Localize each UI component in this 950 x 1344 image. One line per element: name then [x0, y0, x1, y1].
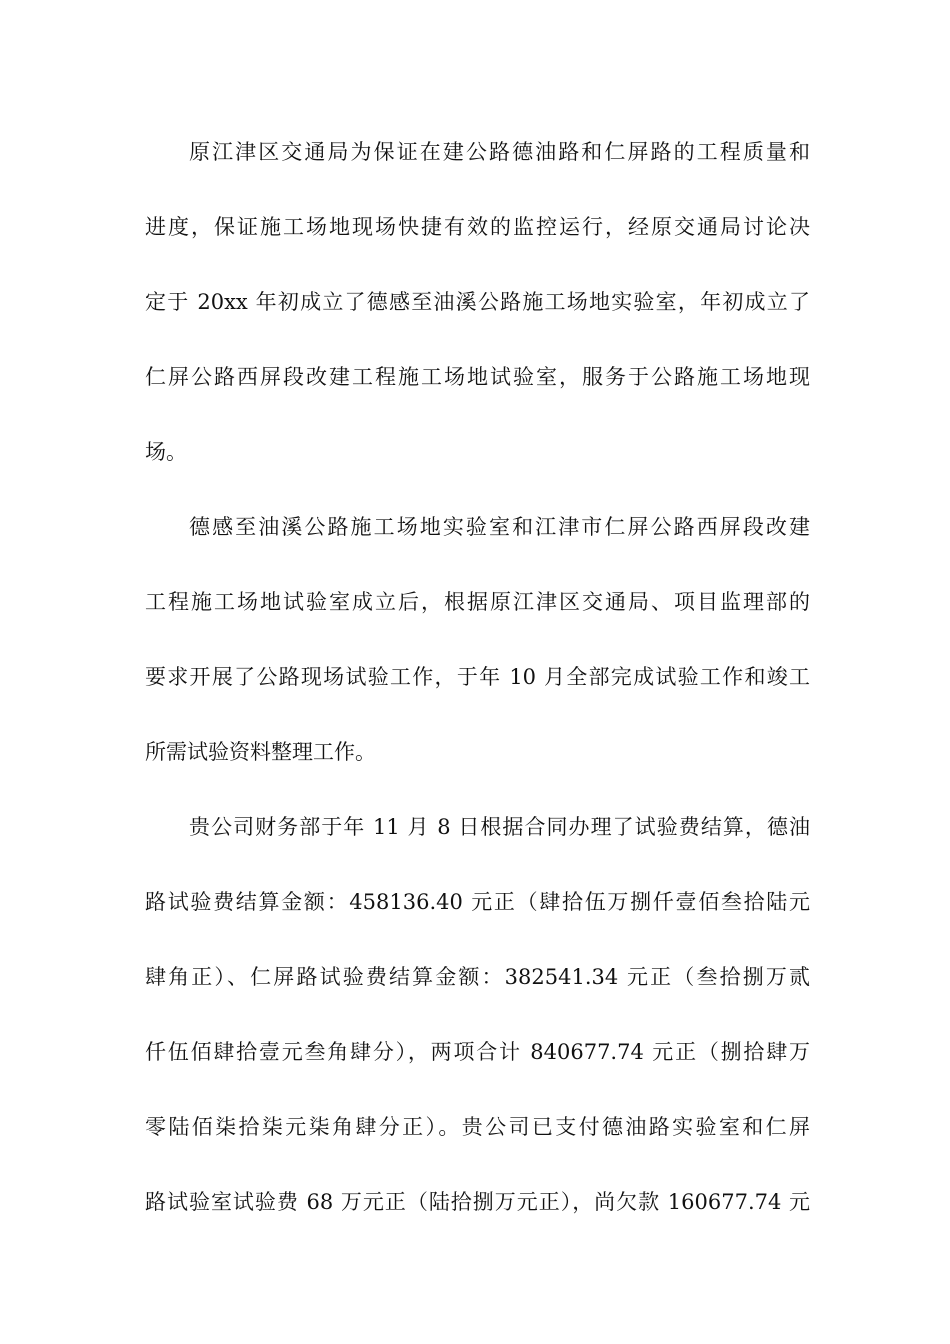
paragraph-2-line-4: 所需试验资料整理工作。 [145, 740, 376, 764]
paragraph-1-line-5: 场。 [145, 440, 187, 464]
paragraph-1-line-3: 定于 20xx 年初成立了德感至油溪公路施工场地实验室，年初成立了 [145, 290, 810, 314]
paragraph-2-line-2: 工程施工场地试验室成立后，根据原江津区交通局、项目监理部的 [145, 590, 810, 614]
paragraph-3-line-4: 仟伍佰肆拾壹元叁角肆分），两项合计 840677.74 元正（捌拾肆万 [145, 1040, 810, 1064]
paragraph-3-line-6: 路试验室试验费 68 万元正（陆拾捌万元正），尚欠款 160677.74 元 [145, 1190, 810, 1214]
paragraph-1-line-2: 进度，保证施工场地现场快捷有效的监控运行，经原交通局讨论决 [145, 215, 810, 239]
paragraph-3-line-5: 零陆佰柒拾柒元柒角肆分正）。贵公司已支付德油路实验室和仁屏 [145, 1115, 810, 1139]
paragraph-1-line-1: 原江津区交通局为保证在建公路德油路和仁屏路的工程质量和 [189, 140, 810, 164]
paragraph-2-line-1: 德感至油溪公路施工场地实验室和江津市仁屏公路西屏段改建 [189, 515, 810, 539]
paragraph-3-line-2: 路试验费结算金额：458136.40 元正（肆拾伍万捌仟壹佰叁拾陆元 [145, 890, 810, 914]
paragraph-3-line-1: 贵公司财务部于年 11 月 8 日根据合同办理了试验费结算，德油 [189, 815, 810, 839]
paragraph-3-line-3: 肆角正）、仁屏路试验费结算金额：382541.34 元正（叁拾捌万贰 [145, 965, 810, 989]
paragraph-1-line-4: 仁屏公路西屏段改建工程施工场地试验室，服务于公路施工场地现 [145, 365, 810, 389]
paragraph-2-line-3: 要求开展了公路现场试验工作，于年 10 月全部完成试验工作和竣工 [145, 665, 810, 689]
